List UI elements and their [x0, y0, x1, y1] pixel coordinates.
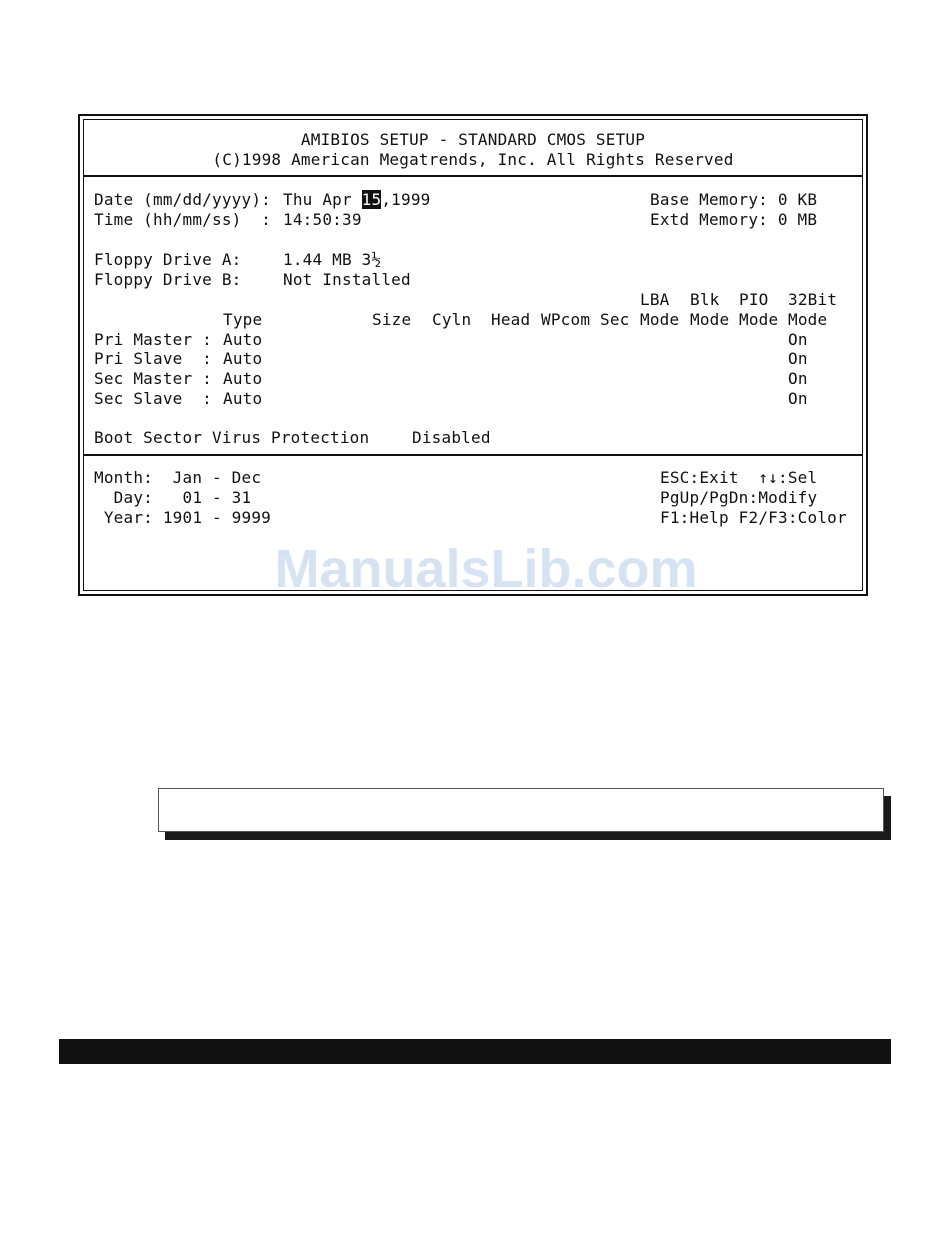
page-footer-bar [59, 1039, 891, 1064]
bios-setup-screen [78, 114, 868, 596]
header-32bit-mode: Mode [788, 310, 828, 329]
help-month-range: Month: Jan - Dec [94, 468, 262, 487]
header-lba-mode: Mode [640, 310, 680, 329]
drive-row-32bit[interactable]: On [788, 349, 808, 368]
setup-title: AMIBIOS SETUP - STANDARD CMOS SETUP [300, 130, 646, 149]
header-wpcom: WPcom [541, 310, 591, 329]
floppy-b-value[interactable]: Not Installed [283, 270, 411, 289]
watermark-logo: ManualsLib.com [274, 539, 698, 599]
key-hint-exit-select: ESC:Exit ↑↓:Sel [660, 468, 818, 487]
header-pio-mode: Mode [739, 310, 779, 329]
drive-row-type[interactable]: Auto [223, 389, 263, 408]
key-hint-modify: PgUp/PgDn:Modify [660, 488, 818, 507]
key-hint-help-color: F1:Help F2/F3:Color [660, 508, 847, 527]
header-blk-mode: Mode [690, 310, 730, 329]
drive-row-name: Pri Slave : [94, 349, 212, 368]
floppy-b-label: Floppy Drive B: [94, 270, 242, 289]
header-type: Type [223, 310, 263, 329]
copyright-line: (C)1998 American Megatrends, Inc. All Rights Reserved [212, 150, 734, 169]
date-weekday-month: Thu Apr [283, 190, 362, 209]
header-cyln: Cyln [432, 310, 472, 329]
help-day-range: Day: 01 - 31 [94, 488, 252, 507]
time-field[interactable]: 14:50:39 [283, 210, 362, 229]
info-box [158, 788, 884, 832]
header-pio: PIO [739, 290, 769, 309]
drive-row-32bit[interactable]: On [788, 389, 808, 408]
drive-row-type[interactable]: Auto [223, 369, 263, 388]
header-blk: Blk [690, 290, 720, 309]
help-divider [84, 454, 862, 456]
drive-row-type[interactable]: Auto [223, 349, 263, 368]
header-lba: LBA [640, 290, 670, 309]
bios-inner-border [83, 119, 863, 591]
boot-virus-label: Boot Sector Virus Protection [94, 428, 370, 447]
date-field[interactable] [283, 190, 431, 209]
help-year-range: Year: 1901 - 9999 [94, 508, 271, 527]
header-divider [84, 175, 862, 177]
header-32bit: 32Bit [788, 290, 838, 309]
drive-row-32bit[interactable]: On [788, 369, 808, 388]
drive-row-name: Sec Slave : [94, 389, 212, 408]
floppy-a-value[interactable]: 1.44 MB 3½ [283, 250, 382, 269]
date-year[interactable]: ,1999 [381, 190, 431, 209]
extended-memory: Extd Memory: 0 MB [650, 210, 818, 229]
base-memory: Base Memory: 0 KB [650, 190, 818, 209]
header-sec: Sec [600, 310, 630, 329]
header-size: Size [372, 310, 412, 329]
date-day-selected[interactable]: 15 [361, 190, 382, 209]
drive-row-name: Pri Master : [94, 330, 212, 349]
date-label: Date (mm/dd/yyyy): [94, 190, 271, 209]
header-head: Head [491, 310, 531, 329]
drive-row-name: Sec Master : [94, 369, 212, 388]
time-label: Time (hh/mm/ss) : [94, 210, 271, 229]
boot-virus-value[interactable]: Disabled [412, 428, 491, 447]
drive-row-32bit[interactable]: On [788, 330, 808, 349]
floppy-a-label: Floppy Drive A: [94, 250, 242, 269]
drive-row-type[interactable]: Auto [223, 330, 263, 349]
